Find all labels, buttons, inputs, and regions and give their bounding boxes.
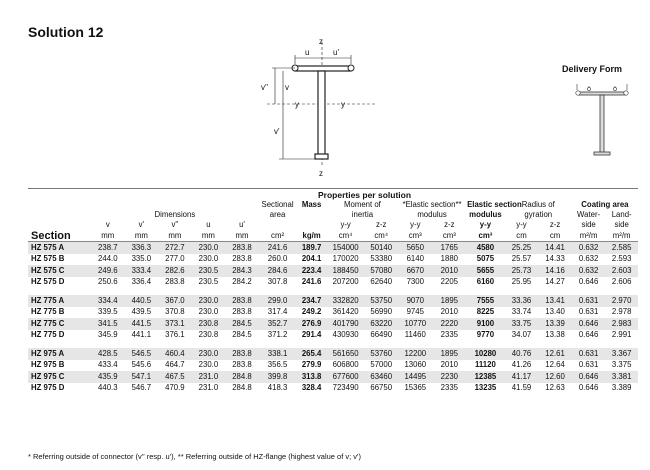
cell-wzz: 2010 — [440, 360, 459, 370]
cell-area: 356.5 — [267, 360, 288, 370]
cell-wyy: 6140 — [406, 254, 424, 264]
cell-u1: 283.8 — [232, 254, 252, 264]
cell-izz: 56990 — [370, 307, 393, 317]
unit-label: mm — [91, 230, 125, 242]
cell-water: 0.646 — [578, 383, 599, 393]
cell-land: 2.978 — [611, 307, 632, 317]
coating-label: Coating area — [581, 200, 629, 209]
cell-land: 3.367 — [605, 348, 638, 360]
cell-v2: 277.0 — [165, 254, 185, 264]
cell-rzz: 14.41 — [538, 242, 572, 254]
cell-mass: 279.9 — [301, 360, 322, 370]
cell-rzz: 13.40 — [545, 307, 565, 317]
cell-v1: 546.7 — [131, 383, 152, 393]
cell-mass: 204.1 — [301, 254, 322, 264]
cell-wyy2: 8225 — [476, 307, 495, 317]
column-label: z-z — [549, 220, 561, 229]
cell-iyy: 361420 — [332, 307, 359, 317]
column-label: u — [206, 220, 211, 229]
cell-v1: 547.1 — [125, 371, 159, 383]
cell-u1: 284.5 — [225, 318, 259, 330]
table-row — [28, 277, 638, 289]
cell-wyy: 12200 — [398, 348, 433, 360]
cell-rzz: 14.16 — [538, 265, 572, 277]
cell-area: 307.8 — [267, 277, 288, 287]
table-row — [28, 242, 638, 254]
section-name: HZ 975 C — [28, 371, 91, 383]
cell-v: 339.5 — [98, 307, 118, 317]
cell-iyy: 561650 — [327, 348, 365, 360]
cell-land: 2.593 — [611, 254, 632, 264]
cell-land: 3.381 — [605, 371, 638, 383]
cell-izz: 53760 — [364, 348, 398, 360]
cell-v2: 370.8 — [165, 307, 185, 317]
cell-v: 345.9 — [98, 330, 118, 340]
cell-mass: 291.4 — [301, 330, 322, 340]
cell-izz: 57080 — [364, 265, 398, 277]
cell-v2: 367.0 — [158, 295, 192, 307]
cell-wyy2: 11120 — [475, 360, 496, 370]
cell-land: 2.603 — [605, 265, 638, 277]
cell-wzz: 1765 — [433, 242, 467, 254]
table-top-rule — [28, 188, 638, 189]
section-name: HZ 975 A — [28, 348, 91, 360]
modulus-label: modulus — [417, 210, 447, 219]
cell-v1: 545.6 — [131, 360, 152, 370]
cell-u1: 283.8 — [232, 360, 252, 370]
cell-area: 418.3 — [267, 383, 288, 393]
cell-wyy: 5650 — [398, 242, 433, 254]
cell-wzz: 2335 — [440, 383, 459, 393]
column-label: y-y — [516, 220, 527, 229]
elastic-section-label: *Elastic section** — [402, 200, 462, 209]
table-row — [28, 265, 638, 277]
column-label: v — [105, 220, 110, 229]
cell-rzz: 13.39 — [538, 318, 572, 330]
cell-v2: 464.7 — [165, 360, 185, 370]
sectional-label: Sectional — [261, 200, 294, 209]
cell-wzz: 1895 — [433, 295, 467, 307]
header-row-2 — [28, 200, 638, 210]
cell-rzz: 12.60 — [538, 371, 572, 383]
cell-v1: 546.5 — [125, 348, 159, 360]
cell-wzz: 2335 — [440, 330, 459, 340]
cell-u: 230.8 — [192, 318, 226, 330]
cell-v1: 335.0 — [131, 254, 152, 264]
cell-ryy: 41.59 — [511, 383, 532, 393]
section-name: HZ 575 D — [31, 277, 65, 287]
cell-iyy: 207200 — [332, 277, 359, 287]
cell-u1: 284.8 — [225, 371, 259, 383]
cell-u1: 284.8 — [232, 383, 252, 393]
column-label: v'' — [171, 220, 179, 229]
table-row — [28, 330, 638, 342]
cell-v2: 460.4 — [158, 348, 192, 360]
cell-land: 2.983 — [605, 318, 638, 330]
section-name: HZ 975 B — [31, 360, 65, 370]
table-row — [28, 348, 638, 360]
cell-v1: 440.5 — [125, 295, 159, 307]
cell-wzz: 2010 — [433, 265, 467, 277]
cell-mass: 249.2 — [301, 307, 322, 317]
cell-wyy: 9745 — [406, 307, 424, 317]
cell-u1: 283.8 — [225, 242, 259, 254]
section-name: HZ 575 A — [28, 242, 91, 254]
u-prime-label: u' — [333, 48, 339, 57]
cell-izz: 63220 — [364, 318, 398, 330]
unit-label: cm — [505, 230, 539, 242]
cell-iyy: 723490 — [332, 383, 359, 393]
cell-v1: 336.3 — [125, 242, 159, 254]
cell-u: 230.0 — [198, 307, 219, 317]
cell-wyy2: 6160 — [476, 277, 495, 287]
cell-u: 230.8 — [198, 330, 219, 340]
cell-v2: 467.5 — [158, 371, 192, 383]
gyration-label: gyration — [524, 210, 553, 219]
cell-v: 244.0 — [98, 254, 118, 264]
cell-ryy: 25.95 — [511, 277, 532, 287]
cell-izz: 66490 — [370, 330, 393, 340]
cell-area: 338.1 — [259, 348, 297, 360]
y-axis-left-label: y — [295, 100, 299, 109]
properties-heading: Properties per solution — [317, 190, 412, 200]
cell-area: 260.0 — [267, 254, 288, 264]
cell-ryy: 33.74 — [511, 307, 532, 317]
cell-v2: 272.7 — [158, 242, 192, 254]
cell-v: 341.5 — [91, 318, 125, 330]
table-row — [28, 307, 638, 319]
cell-izz: 50140 — [364, 242, 398, 254]
cell-v1: 439.5 — [131, 307, 152, 317]
table-row — [28, 295, 638, 307]
cell-iyy: 401790 — [327, 318, 365, 330]
section-name: HZ 575 B — [31, 254, 65, 264]
cell-ryy: 25.73 — [505, 265, 539, 277]
table-row — [28, 371, 638, 383]
column-label: u' — [239, 220, 245, 229]
cell-v1: 441.1 — [131, 330, 152, 340]
cell-mass: 189.7 — [296, 242, 326, 254]
page-title: Solution 12 — [28, 24, 104, 40]
cell-water: 0.646 — [578, 330, 599, 340]
cell-wyy2: 12385 — [466, 371, 505, 383]
column-label: side — [614, 220, 629, 229]
cell-land: 3.375 — [611, 360, 632, 370]
cell-wyy2: 5075 — [476, 254, 495, 264]
v-double-prime-label: v'' — [261, 83, 269, 92]
dimensions-label: Dimensions — [154, 210, 196, 219]
section-heading: Section — [28, 230, 91, 242]
column-label: z-z — [376, 220, 387, 229]
cell-land: 2.585 — [605, 242, 638, 254]
cell-land: 2.991 — [611, 330, 632, 340]
units-row — [28, 230, 638, 242]
cell-ryy: 33.75 — [505, 318, 539, 330]
cell-wzz: 1880 — [440, 254, 459, 264]
cell-iyy: 332820 — [327, 295, 365, 307]
cell-u: 230.0 — [192, 348, 226, 360]
column-label: side — [581, 220, 596, 229]
cell-u1: 283.8 — [232, 307, 252, 317]
cell-mass: 328.4 — [301, 383, 322, 393]
cell-area: 284.6 — [259, 265, 297, 277]
cell-area: 352.7 — [259, 318, 297, 330]
cell-izz: 66750 — [370, 383, 393, 393]
cell-wyy: 14495 — [398, 371, 433, 383]
unit-label: cm³ — [433, 230, 467, 242]
section-name: HZ 775 D — [31, 330, 65, 340]
cell-u1: 284.2 — [232, 277, 252, 287]
u-label: u — [305, 48, 310, 57]
cell-v1: 441.5 — [125, 318, 159, 330]
cell-wyy: 7300 — [406, 277, 424, 287]
column-label: v' — [138, 220, 145, 229]
cell-rzz: 12.61 — [538, 348, 572, 360]
cell-izz: 62640 — [370, 277, 393, 287]
unit-label: mm — [192, 230, 226, 242]
cell-area: 241.6 — [259, 242, 297, 254]
cell-area: 299.0 — [259, 295, 297, 307]
column-label: y-y — [340, 220, 351, 229]
moment-label: Moment of — [344, 200, 381, 209]
unit-label: m²/m — [572, 230, 606, 242]
cell-rzz: 12.63 — [545, 383, 565, 393]
cell-wyy: 10770 — [398, 318, 433, 330]
cell-izz: 63460 — [364, 371, 398, 383]
land-label: Land- — [611, 210, 632, 219]
section-name: HZ 775 A — [28, 295, 91, 307]
header-row-1 — [28, 190, 638, 200]
cell-ryy: 40.76 — [505, 348, 539, 360]
column-label — [296, 220, 326, 230]
cell-izz: 53380 — [370, 254, 393, 264]
cell-iyy: 677600 — [327, 371, 365, 383]
section-name: HZ 975 D — [31, 383, 65, 393]
cell-u: 231.0 — [198, 383, 219, 393]
cell-water: 0.631 — [572, 295, 606, 307]
cell-iyy: 188450 — [327, 265, 365, 277]
section-name: HZ 775 C — [28, 318, 91, 330]
group-gap — [28, 341, 638, 348]
cell-u1: 284.3 — [225, 265, 259, 277]
properties-table — [28, 190, 638, 394]
cell-izz: 57000 — [370, 360, 393, 370]
cell-v2: 376.1 — [165, 330, 185, 340]
header-row-3 — [28, 210, 638, 220]
cell-u1: 284.5 — [232, 330, 252, 340]
cell-water: 0.631 — [572, 348, 606, 360]
cell-u: 230.0 — [198, 360, 219, 370]
footnote: * Referring outside of connector (v'' resp. u'), ** Referring outside of HZ-flange (highest value of v; v') — [28, 452, 361, 461]
cell-u: 230.0 — [192, 295, 226, 307]
cell-wzz: 2220 — [433, 318, 467, 330]
cell-water: 0.646 — [578, 277, 599, 287]
cell-land: 3.389 — [611, 383, 632, 393]
cell-iyy: 154000 — [327, 242, 365, 254]
header-row-4 — [28, 220, 638, 230]
cell-wyy: 13060 — [404, 360, 427, 370]
cell-u: 230.0 — [192, 242, 226, 254]
unit-label: cm⁴ — [364, 230, 398, 242]
cell-wyy2: 9100 — [466, 318, 505, 330]
unit-label: cm³ — [398, 230, 433, 242]
cell-mass: 223.4 — [296, 265, 326, 277]
unit-label: cm² — [259, 230, 297, 242]
cell-u: 230.0 — [198, 254, 219, 264]
cell-v2: 282.6 — [158, 265, 192, 277]
cell-ryy: 41.26 — [511, 360, 532, 370]
cell-wyy2: 9770 — [476, 330, 495, 340]
unit-label: mm — [125, 230, 159, 242]
delivery-form-diagram — [572, 82, 632, 162]
v-label: v — [285, 83, 289, 92]
cell-u1: 283.8 — [225, 295, 259, 307]
water-label: Water- — [577, 210, 601, 219]
cell-area: 399.8 — [259, 371, 297, 383]
cell-v: 435.9 — [91, 371, 125, 383]
section-name: HZ 575 C — [28, 265, 91, 277]
cell-water: 0.646 — [572, 318, 606, 330]
cell-rzz: 14.33 — [545, 254, 565, 264]
cell-v: 238.7 — [91, 242, 125, 254]
cell-water: 0.631 — [578, 360, 599, 370]
z-axis-bottom-label: z — [319, 169, 323, 178]
cell-ryy: 34.07 — [511, 330, 532, 340]
cell-water: 0.631 — [578, 307, 599, 317]
cell-wyy: 9070 — [398, 295, 433, 307]
cell-v: 334.4 — [91, 295, 125, 307]
y-axis-right-label: y — [341, 100, 345, 109]
column-label: y-y — [410, 220, 421, 229]
unit-label: kg/m — [296, 230, 326, 242]
radius-label: Radius of — [521, 200, 555, 209]
cell-u: 230.5 — [198, 277, 219, 287]
cell-ryy: 25.57 — [511, 254, 532, 264]
cell-u: 231.0 — [192, 371, 226, 383]
column-label: y-y — [479, 220, 492, 229]
cell-v: 428.5 — [91, 348, 125, 360]
cell-area: 371.2 — [267, 330, 288, 340]
cross-section-diagram — [255, 38, 395, 178]
cell-mass: 276.9 — [296, 318, 326, 330]
cell-wyy2: 4580 — [466, 242, 505, 254]
cell-iyy: 606800 — [332, 360, 359, 370]
unit-label: cm³ — [466, 230, 505, 242]
cell-rzz: 13.41 — [538, 295, 572, 307]
cell-wzz: 1895 — [433, 348, 467, 360]
cell-wyy: 11460 — [404, 330, 426, 340]
cell-wyy2: 13235 — [474, 383, 497, 393]
v-prime-label: v' — [274, 127, 280, 136]
table-row — [28, 360, 638, 372]
cell-v: 440.3 — [98, 383, 118, 393]
cell-v2: 373.1 — [158, 318, 192, 330]
cell-water: 0.632 — [572, 242, 606, 254]
cell-iyy: 170020 — [332, 254, 359, 264]
cell-rzz: 14.27 — [545, 277, 565, 287]
cell-wzz: 2205 — [440, 277, 459, 287]
cell-iyy: 430930 — [332, 330, 359, 340]
unit-label: mm — [158, 230, 192, 242]
inertia-label: inertia — [351, 210, 374, 219]
cell-land: 2.606 — [611, 277, 632, 287]
cell-u: 230.5 — [192, 265, 226, 277]
unit-label: mm — [225, 230, 259, 242]
unit-label: cm — [538, 230, 572, 242]
cell-water: 0.632 — [572, 265, 606, 277]
cell-mass: 313.8 — [296, 371, 326, 383]
cell-mass: 234.7 — [296, 295, 326, 307]
cell-ryy: 25.25 — [505, 242, 539, 254]
section-name: HZ 775 B — [31, 307, 65, 317]
cell-mass: 265.4 — [296, 348, 326, 360]
table-row — [28, 318, 638, 330]
cell-wyy2: 5655 — [466, 265, 505, 277]
delivery-form-label: Delivery Form — [562, 64, 623, 74]
unit-label: cm⁴ — [327, 230, 365, 242]
cell-v2: 470.9 — [165, 383, 185, 393]
mass-label: Mass — [301, 200, 322, 209]
cell-v2: 283.8 — [165, 277, 185, 287]
unit-label: m²/m — [605, 230, 638, 242]
cell-v: 250.6 — [98, 277, 118, 287]
cell-v1: 336.4 — [131, 277, 152, 287]
column-label — [259, 220, 297, 230]
cell-v1: 333.4 — [125, 265, 159, 277]
cell-v: 249.6 — [91, 265, 125, 277]
cell-water: 0.646 — [572, 371, 606, 383]
modulus-bold-label: modulus — [469, 210, 502, 219]
group-gap — [28, 288, 638, 295]
cell-mass: 241.6 — [301, 277, 322, 287]
cell-land: 2.970 — [605, 295, 638, 307]
elastic-section-bold-label: Elastic section — [467, 200, 522, 209]
cell-izz: 53750 — [364, 295, 398, 307]
cell-rzz: 13.38 — [545, 330, 565, 340]
z-axis-top-label: z — [319, 38, 323, 46]
cell-wzz: 2010 — [440, 307, 459, 317]
cell-water: 0.632 — [578, 254, 599, 264]
cell-wyy: 15365 — [404, 383, 427, 393]
cell-v: 433.4 — [98, 360, 118, 370]
cell-wyy2: 7555 — [466, 295, 505, 307]
cell-wyy: 6670 — [398, 265, 433, 277]
cell-area: 317.4 — [267, 307, 288, 317]
cell-ryy: 33.36 — [505, 295, 539, 307]
table-row — [28, 254, 638, 266]
cell-u1: 283.8 — [225, 348, 259, 360]
cell-wyy2: 10280 — [466, 348, 505, 360]
area-label: area — [269, 210, 286, 219]
table-row — [28, 383, 638, 395]
column-label: z-z — [444, 220, 455, 229]
cell-rzz: 12.64 — [545, 360, 565, 370]
cell-ryy: 41.17 — [505, 371, 539, 383]
cell-wzz: 2230 — [433, 371, 467, 383]
